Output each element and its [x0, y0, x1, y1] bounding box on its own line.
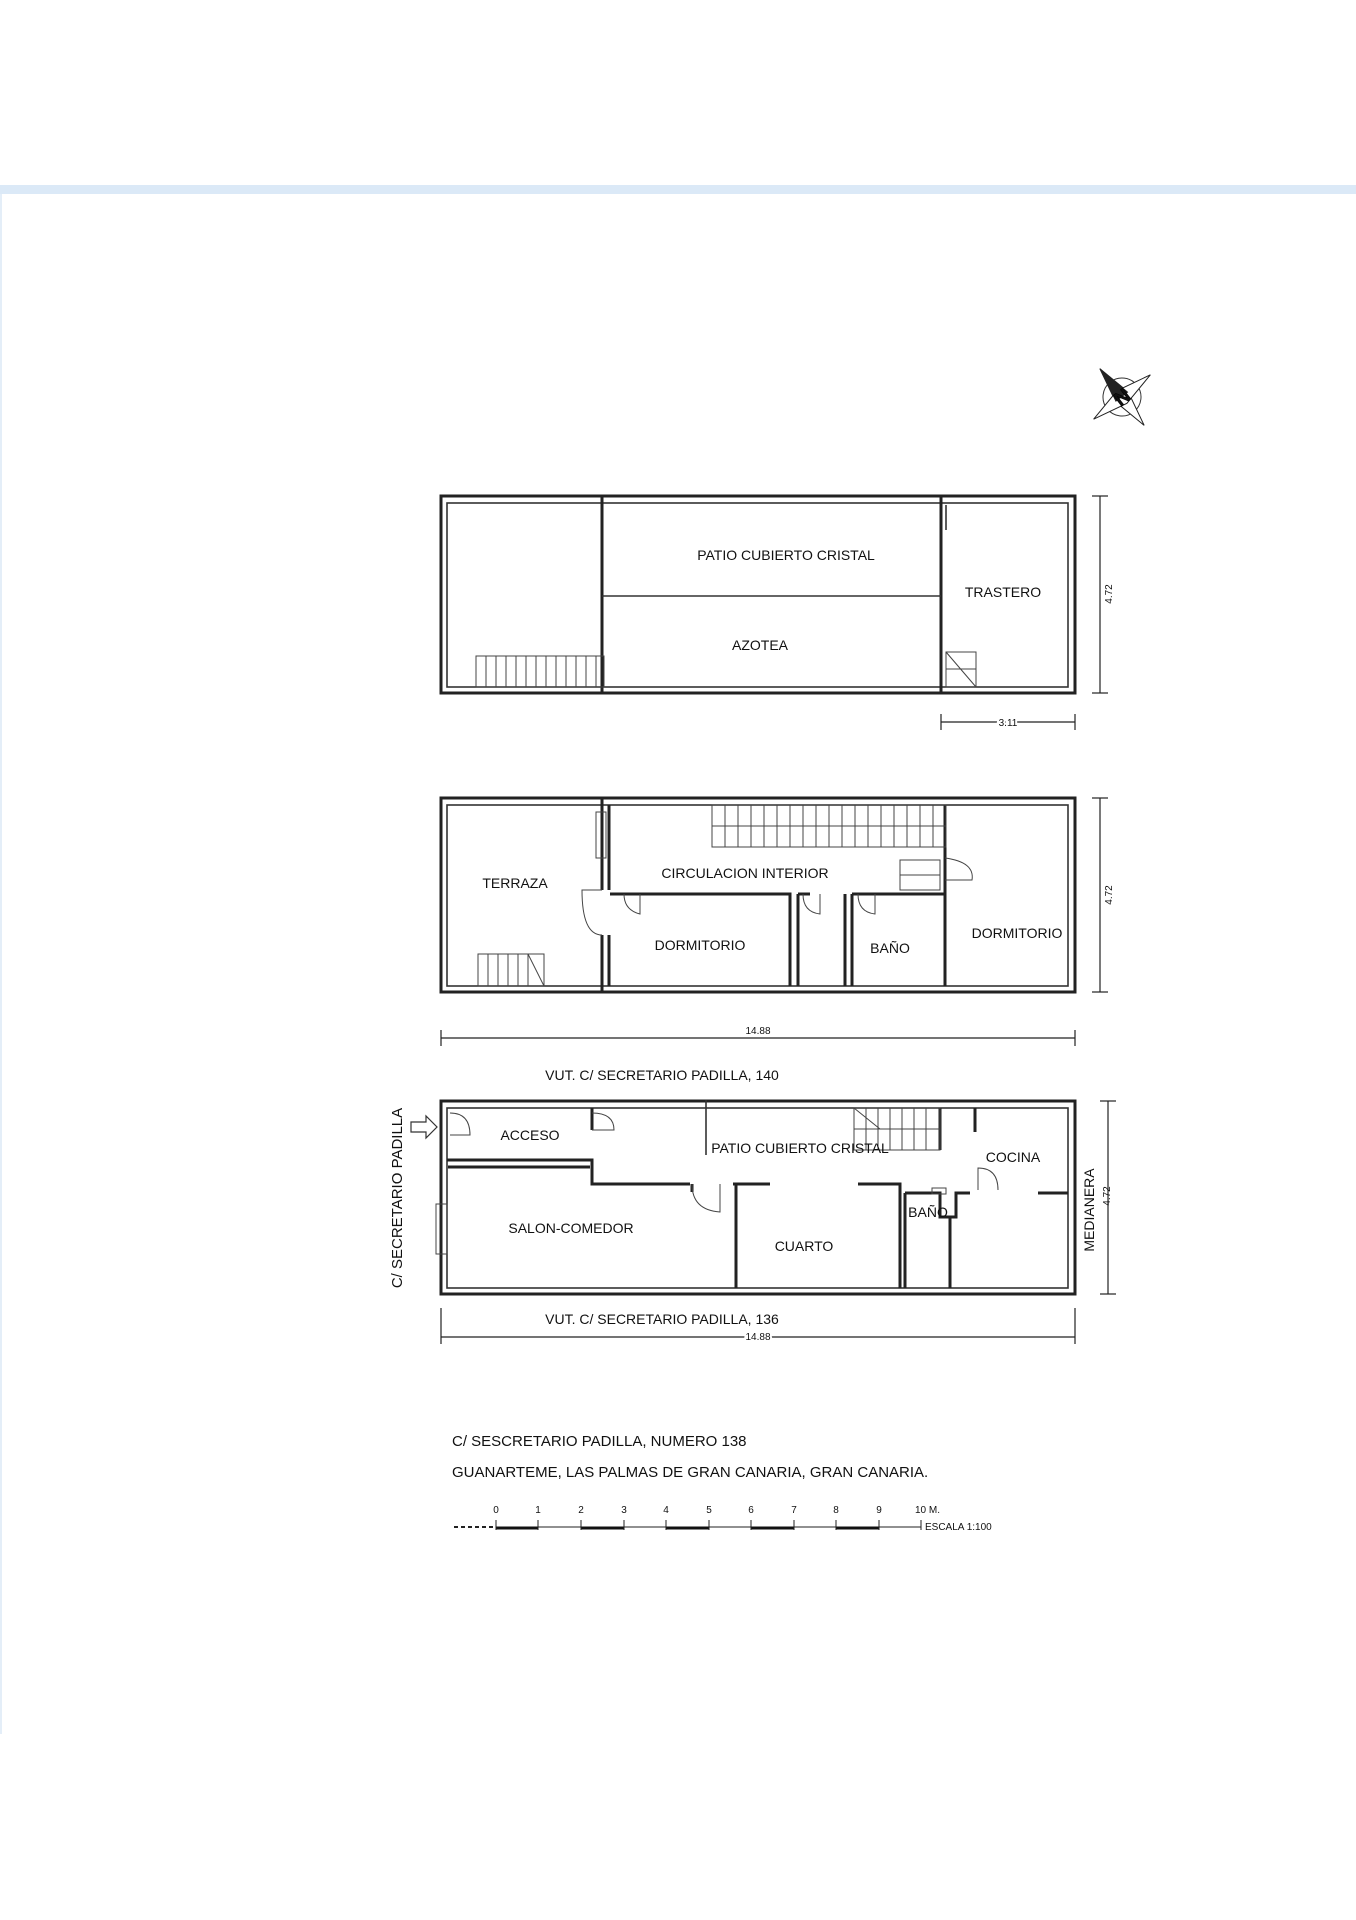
room-label-dormitorio-2: DORMITORIO — [971, 925, 1063, 941]
ground-height-dim: 4.72 — [1102, 1186, 1113, 1206]
first-height-dim: 4.72 — [1104, 885, 1115, 905]
scale-tick-8: 8 — [833, 1505, 839, 1516]
room-label-circulacion: CIRCULACION INTERIOR — [661, 865, 829, 881]
scale-tick-9: 9 — [876, 1505, 882, 1516]
scale-tick-10: 10 M. — [915, 1505, 941, 1516]
scale-tick-0: 0 — [493, 1505, 499, 1516]
room-label-dormitorio-1: DORMITORIO — [654, 937, 746, 953]
medianera-label: MEDIANERA — [1081, 1168, 1097, 1252]
address-line-2: GUANARTEME, LAS PALMAS DE GRAN CANARIA, GRAN CANARIA. — [452, 1464, 929, 1481]
neighbor-bottom-label: VUT. C/ SECRETARIO PADILLA, 136 — [545, 1311, 779, 1327]
room-label-patio-ground: PATIO CUBIERTO CRISTAL — [711, 1140, 889, 1156]
roof-trastero-width-dim: 3.11 — [998, 718, 1018, 729]
compass-north-icon — [1071, 346, 1172, 447]
street-label: C/ SECRETARIO PADILLA — [389, 1107, 406, 1289]
scale-tick-6: 6 — [748, 1505, 754, 1516]
first-length-dim: 14.88 — [745, 1026, 771, 1037]
scale-tick-1: 1 — [535, 1505, 541, 1516]
scale-tick-4: 4 — [663, 1505, 669, 1516]
room-label-bano-ground: BAÑO — [908, 1204, 948, 1220]
room-label-cuarto: CUARTO — [774, 1238, 834, 1254]
roof-height-dim: 4.72 — [1104, 584, 1115, 604]
ground-length-dim: 14.88 — [745, 1332, 771, 1343]
room-label-salon: SALON-COMEDOR — [508, 1220, 634, 1236]
room-label-cocina: COCINA — [985, 1149, 1041, 1165]
first-floor-plan — [441, 798, 1115, 1046]
room-label-trastero: TRASTERO — [964, 584, 1042, 600]
ground-floor-plan — [389, 1067, 1116, 1344]
room-label-azotea: AZOTEA — [731, 637, 789, 653]
room-label-terraza: TERRAZA — [482, 875, 548, 891]
scale-label: ESCALA 1:100 — [925, 1522, 992, 1533]
roof-floor-plan — [441, 496, 1115, 730]
scale-bar — [454, 1505, 992, 1533]
neighbor-top-label: VUT. C/ SECRETARIO PADILLA, 140 — [545, 1067, 779, 1083]
scale-tick-5: 5 — [706, 1505, 712, 1516]
room-label-bano: BAÑO — [870, 940, 910, 956]
compass-letter: N — [1110, 384, 1136, 411]
scale-tick-7: 7 — [791, 1505, 797, 1516]
scale-tick-2: 2 — [578, 1505, 584, 1516]
scale-tick-3: 3 — [621, 1505, 627, 1516]
address-line-1: C/ SESCRETARIO PADILLA, NUMERO 138 — [452, 1433, 747, 1450]
room-label-patio: PATIO CUBIERTO CRISTAL — [697, 547, 875, 563]
entrance-arrow-icon — [411, 1116, 437, 1138]
room-label-acceso: ACCESO — [500, 1127, 560, 1143]
